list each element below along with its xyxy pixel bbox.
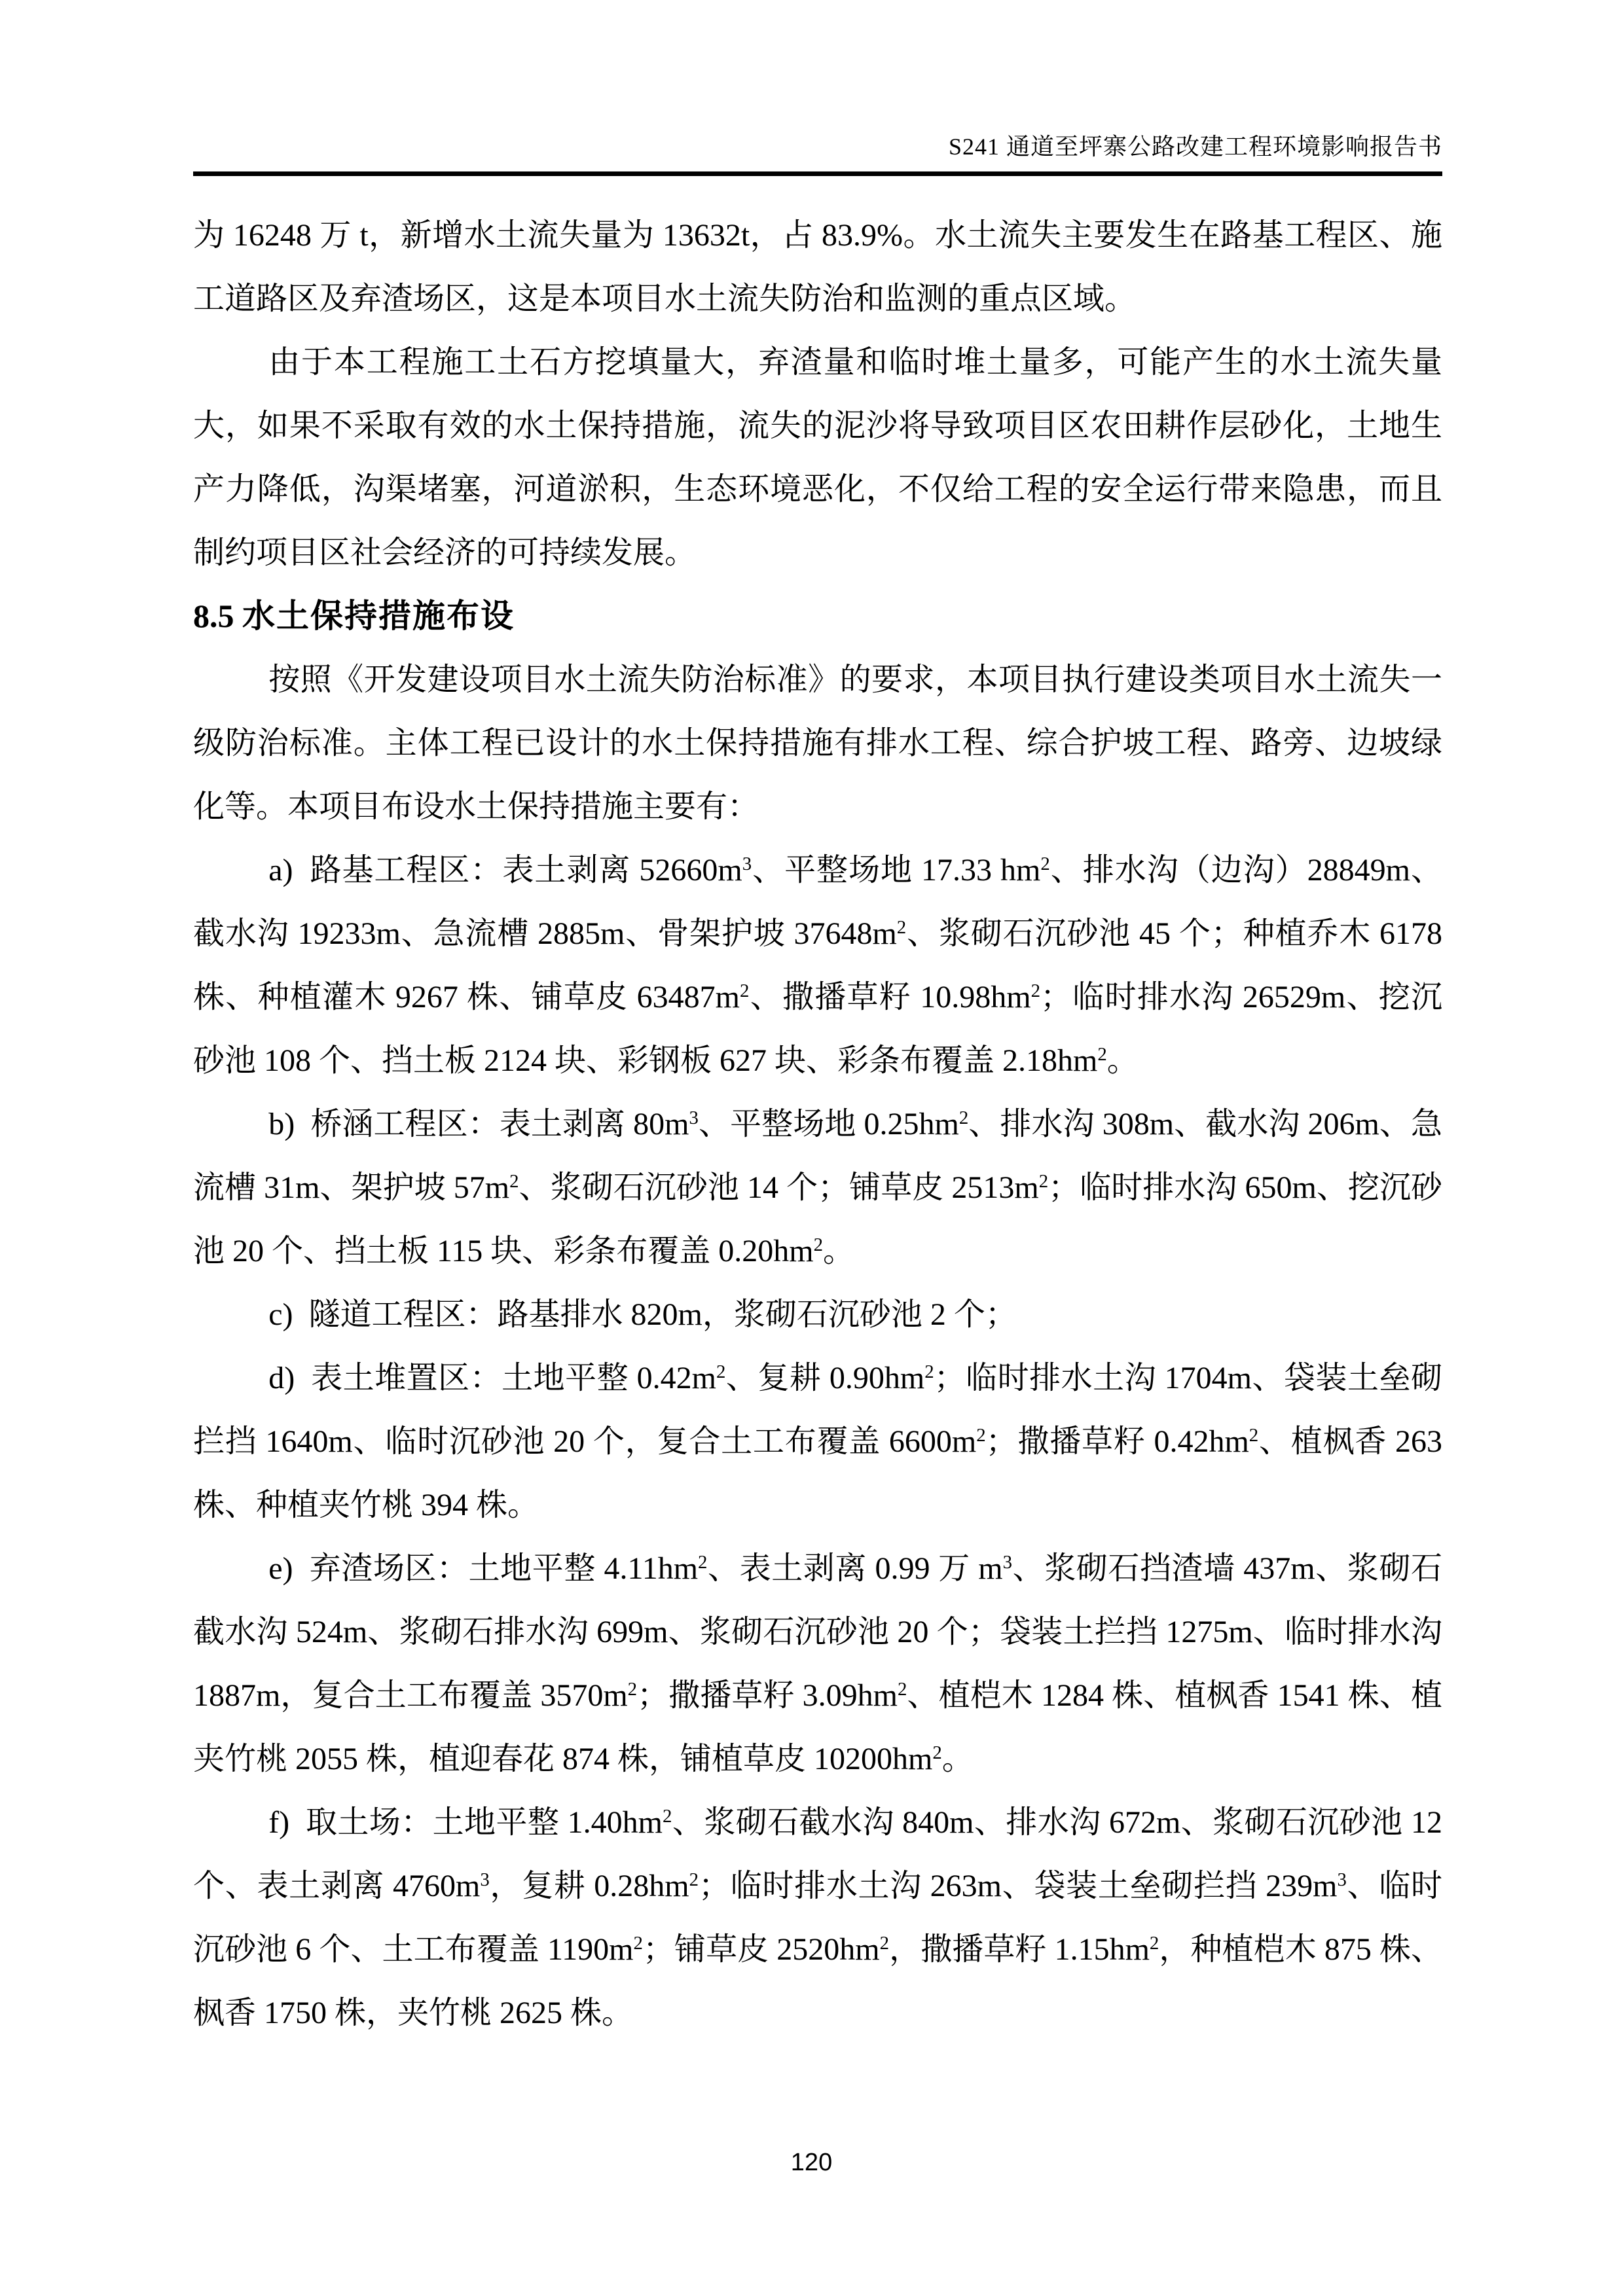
page-number: 120: [790, 2149, 833, 2176]
list-item-a-roadbed-area: a) 路基工程区：表土剥离 $52660m^3$、平整场地 17.33 $hm^2$、排水沟（边沟）28849m、截水沟 19233m、急流槽 2885m、骨架护坡 $37648m^2$、浆砌石沉砂池 45 个；种植乔木 6178 株、种植灌木 9267 株、铺草皮 $63487m^2$、撒播草籽 $10.98hm^2$；临时排水沟 26529m、挖沉砂池 108 个、挡土板 2124 块、彩钢板 627 块、彩条布覆盖 $2.18hm^2$。: [193, 853, 1442, 1078]
list-item-b-bridge-culvert-area: b) 桥涵工程区：表土剥离 $80m^3$、平整场地 $0.25hm^2$、排水沟 308m、截水沟 206m、急流槽 31m、架护坡 $57m^2$、浆砌石沉砂池 14 个；铺草皮 $2513m^2$；临时排水沟 650m、挖沉砂池 20 个、挡土板 115 块、彩条布覆盖 $0.20hm^2$。: [193, 1107, 1443, 1268]
header-title: S241 通道至坪寨公路改建工程环境影响报告书: [948, 134, 1442, 160]
document-body: [193, 204, 1442, 2045]
list-item-f-borrow-pit: f) 取土场：土地平整 $1.40hm^2$、浆砌石截水沟 840m、排水沟 672m、浆砌石沉砂池 12 个、表土剥离 $4760m^3$，复耕 $0.28hm^2$；临时排水土沟 263m、袋装土垒砌拦挡 $239m^3$、临时沉砂池 6 个、土工布覆盖 $1190m^2$；铺草皮 $2520hm^2$，撒播草籽 $1.15hm^2$，种植桤木 875 株、枫香 1750 株，夹竹桃 2625 株。: [193, 1805, 1442, 2030]
header-rule: [193, 171, 1442, 176]
page-header: [193, 131, 1442, 176]
paragraph-soil-loss-risk: 由于本工程施工土石方挖填量大，弃渣量和临时堆土量多，可能产生的水土流失量大，如果不采取有效的水土保持措施，流失的泥沙将导致项目区农田耕作层砂化，土地生产力降低，沟渠堵塞，河道淤积，生态环境恶化，不仅给工程的安全运行带来隐患，而且制约项目区社会经济的可持续发展。: [193, 345, 1442, 570]
paragraph-measures-intro: 按照《开发建设项目水土流失防治标准》的要求，本项目执行建设类项目水土流失一级防治标准。主体工程已设计的水土保持措施有排水工程、综合护坡工程、路旁、边坡绿化等。本项目布设水土保持措施主要有：: [193, 662, 1442, 824]
paragraph-soil-loss-overview: 为 16248 万 t，新增水土流失量为 13632t，占 83.9%。水土流失主要发生在路基工程区、施工道路区及弃渣场区，这是本项目水土流失防治和监测的重点区域。: [193, 218, 1442, 316]
page-footer: [0, 2149, 1623, 2177]
list-item-c-tunnel-area: c) 隧道工程区：路基排水 820m，浆砌石沉砂池 2 个；: [268, 1297, 1017, 1332]
section-heading-8-5: 8.5 水土保持措施布设: [193, 598, 515, 634]
list-item-e-spoil-ground-area: e) 弃渣场区：土地平整 $4.11hm^2$、表土剥离 0.99 万 $m^3$、浆砌石挡渣墙 437m、浆砌石截水沟 524m、浆砌石排水沟 699m、浆砌石沉砂池 20 个；袋装土拦挡 1275m、临时排水沟 1887m，复合土工布覆盖 $3570m^2$；撒播草籽 $3.09hm^2$、植桤木 1284 株、植枫香 1541 株、植夹竹桃 2055 株，植迎春花 874 株，铺植草皮 $10200hm^2$。: [193, 1551, 1442, 1776]
list-item-d-topsoil-stockpile-area: d) 表土堆置区：土地平整 $0.42m^2$、复耕 $0.90hm^2$；临时排水土沟 1704m、袋装土垒砌拦挡 1640m、临时沉砂池 20 个，复合土工布覆盖 $6600m^2$；撒播草籽 $0.42hm^2$、植枫香 263 株、种植夹竹桃 394 株。: [193, 1361, 1443, 1522]
